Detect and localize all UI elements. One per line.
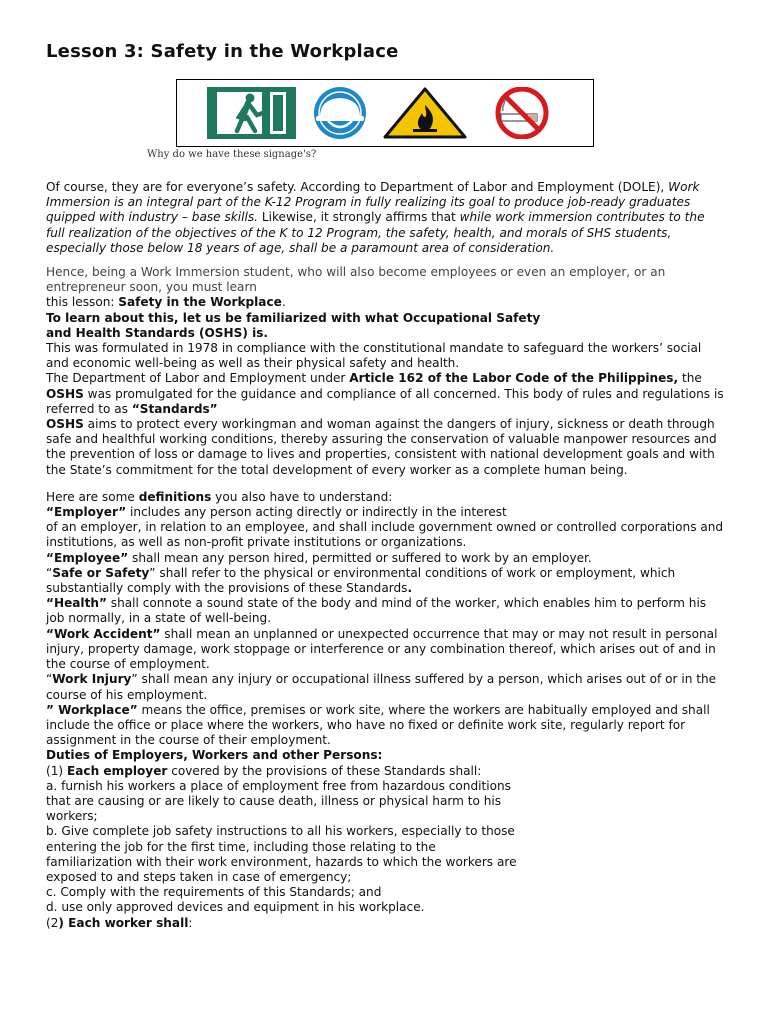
duty-item-a-line-1: a. furnish his workers a place of employment free from hazardous conditions <box>46 778 511 793</box>
duties-heading: Duties of Employers, Workers and other Persons: <box>46 748 383 763</box>
definition-safety: “Safe or Safety” shall refer to the physical or environmental conditions of work or employment, which substantially comply with the provisions of these Standards. <box>46 565 676 596</box>
definitions-intro: Here are some definitions you also have to understand: <box>46 489 393 504</box>
definition-workplace: ” Workplace” means the office, premises or work site, where the workers are habitually employed and shall include the office or place where the workers, who have no fixed or definite work site, regularly report for assignment in the course of their employment. <box>46 702 710 748</box>
definition-employer-line-1: “Employer” includes any person acting directly or indirectly in the interest <box>46 505 507 520</box>
definition-employer-line-2: of an employer, in relation to an employee, and shall include government owned or controlled corporations and institutions, as well as non-profit private institutions or organizations. <box>46 520 724 550</box>
lesson-body <box>46 180 726 931</box>
duty-item-b-line-2: entering the job for the first time, including those relating to the <box>46 839 436 854</box>
intro-paragraph: Of course, they are for everyone’s safety. According to Department of Labor and Employment (DOLE), Work Immersion is an integral part of the K-12 Program in fully realizing its goal to produce job-ready graduates quipped with industry – base skills. Likewise, it strongly affirms that while work immersion contributes to the full realization of the objectives of the K to 12 Program, the safety, health, and morals of SHS students, especially those below 18 years of age, shall be a paramount area of consideration. <box>46 180 705 255</box>
oshs-heading-line-1: To learn about this, let us be familiarized with what Occupational Safety <box>46 310 541 325</box>
definition-work-injury: “Work Injury” shall mean any injury or occupational illness suffered by a person, which arises out of or in the course of his employment. <box>46 672 717 702</box>
fire-hazard-warning-icon <box>383 87 467 139</box>
formulated-paragraph: This was formulated in 1978 in compliance with the constitutional mandate to safeguard the workers’ social and economic well-being as well as their physical safety and health. <box>46 341 702 371</box>
definition-health: “Health” shall connote a sound state of the body and mind of the worker, which enables him to perform his job normally, in a state of well-being. <box>46 596 707 626</box>
hard-hat-required-icon <box>302 87 379 139</box>
signage-caption: Why do we have these signage's? <box>147 149 317 160</box>
duty-employer-intro: (1) Each employer covered by the provisions of these Standards shall: <box>46 763 482 778</box>
definition-employee: “Employee” shall mean any person hired, permitted or suffered to work by an employer. <box>46 550 592 565</box>
duty-worker-intro: (2) Each worker shall: <box>46 915 193 930</box>
duty-item-a-line-3: workers; <box>46 809 98 824</box>
duty-item-d: d. use only approved devices and equipment in his workplace. <box>46 900 425 915</box>
oshs-heading-line-2: and Health Standards (OSHS) is. <box>46 325 269 340</box>
dole-paragraph: The Department of Labor and Employment under Article 162 of the Labor Code of the Philippines, the OSHS was promulgated for the guidance and compliance of all concerned. This body of rules and regulations is referred to as “Standards” <box>46 371 724 416</box>
duty-item-a-line-2: that are causing or are likely to cause death, illness or physical harm to his <box>46 793 502 808</box>
duty-item-c: c. Comply with the requirements of this Standards; and <box>46 885 382 900</box>
no-smoking-icon <box>479 87 565 139</box>
hence-paragraph: Hence, being a Work Immersion student, who will also become employees or even an employer, or an entrepreneur soon, you must learn <box>46 265 666 295</box>
page-title: Lesson 3: Safety in the Workplace <box>46 41 399 62</box>
duty-item-b-line-3: familiarization with their work environment, hazards to which the workers are <box>46 854 517 869</box>
definition-work-accident: “Work Accident” shall mean an unplanned or unexpected occurrence that may or may not result in personal injury, property damage, work stoppage or interference or any combination thereof, which arises out of and in the course of employment. <box>46 626 718 672</box>
lesson-name-line: this lesson: Safety in the Workplace. <box>46 295 286 310</box>
oshs-aim-paragraph: OSHS aims to protect every workingman and woman against the dangers of injury, sickness or death through safe and healthful working conditions, thereby assuring the conservation of valuable manpower resources and the prevention of loss or damage to lives and properties, consistent with national development goals and with the State’s commitment for the total development of every worker as a complete human being. <box>46 417 717 477</box>
safety-signs-panel <box>176 79 594 147</box>
duty-item-b-line-1: b. Give complete job safety instructions to all his workers, especially to those <box>46 824 515 839</box>
duty-item-b-line-4: exposed to and steps taken in case of emergency; <box>46 869 352 884</box>
emergency-exit-icon <box>207 87 296 139</box>
